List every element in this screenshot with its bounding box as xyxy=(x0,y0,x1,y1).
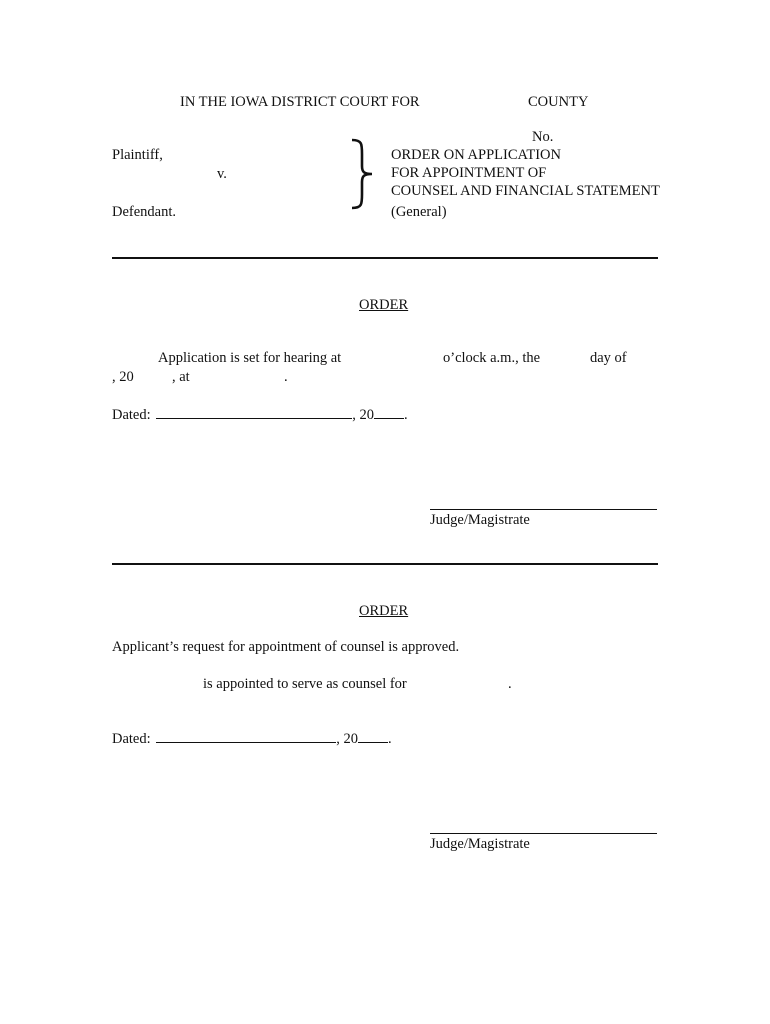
county-label: COUNTY xyxy=(528,94,589,110)
hearing-text: Application is set for hearing at xyxy=(158,350,342,366)
appointed-text: is appointed to serve as counsel for xyxy=(203,676,407,692)
case-number-label: No. xyxy=(532,129,554,145)
signature-line-1[interactable] xyxy=(430,509,657,510)
order-heading-2: ORDER xyxy=(359,603,409,619)
hearing-year-text: , 20 xyxy=(112,369,134,385)
dated-label-1: Dated: xyxy=(112,407,151,423)
hearing-period: . xyxy=(284,369,288,385)
oclock-text: o’clock a.m., the xyxy=(443,350,541,366)
dated-end-2: . xyxy=(388,731,392,747)
dated-date-blank-2[interactable] xyxy=(156,729,336,743)
dated-year-2: , 20 xyxy=(336,731,359,747)
caption-brace xyxy=(340,138,380,210)
title-line-4: (General) xyxy=(391,204,447,220)
dated-year-blank-1[interactable] xyxy=(374,405,404,419)
dated-line-1 xyxy=(112,405,408,424)
order-heading-1: ORDER xyxy=(359,297,409,313)
dated-year-blank-2[interactable] xyxy=(358,729,388,743)
approved-text: Applicant’s request for appointment of counsel is approved. xyxy=(112,639,460,655)
dated-label-2: Dated: xyxy=(112,731,151,747)
signature-label-1: Judge/Magistrate xyxy=(430,512,530,528)
defendant-label: Defendant. xyxy=(112,204,177,220)
title-line-3: COUNSEL AND FINANCIAL STATEMENT xyxy=(391,183,660,199)
versus-label: v. xyxy=(217,166,227,182)
title-line-2: FOR APPOINTMENT OF xyxy=(391,165,547,181)
title-line-1: ORDER ON APPLICATION xyxy=(391,147,561,163)
court-heading: IN THE IOWA DISTRICT COURT FOR xyxy=(180,94,420,110)
signature-label-2: Judge/Magistrate xyxy=(430,836,530,852)
dated-year-1: , 20 xyxy=(352,407,375,423)
day-of-text: day of xyxy=(590,350,627,366)
appointed-period: . xyxy=(508,676,512,692)
section-divider-1 xyxy=(112,257,658,259)
dated-line-2 xyxy=(112,729,392,748)
dated-end-1: . xyxy=(404,407,408,423)
section-divider-2 xyxy=(112,563,658,565)
signature-line-2[interactable] xyxy=(430,833,657,834)
plaintiff-label: Plaintiff, xyxy=(112,147,163,163)
dated-date-blank-1[interactable] xyxy=(156,405,352,419)
hearing-location-text: , at xyxy=(172,369,190,385)
